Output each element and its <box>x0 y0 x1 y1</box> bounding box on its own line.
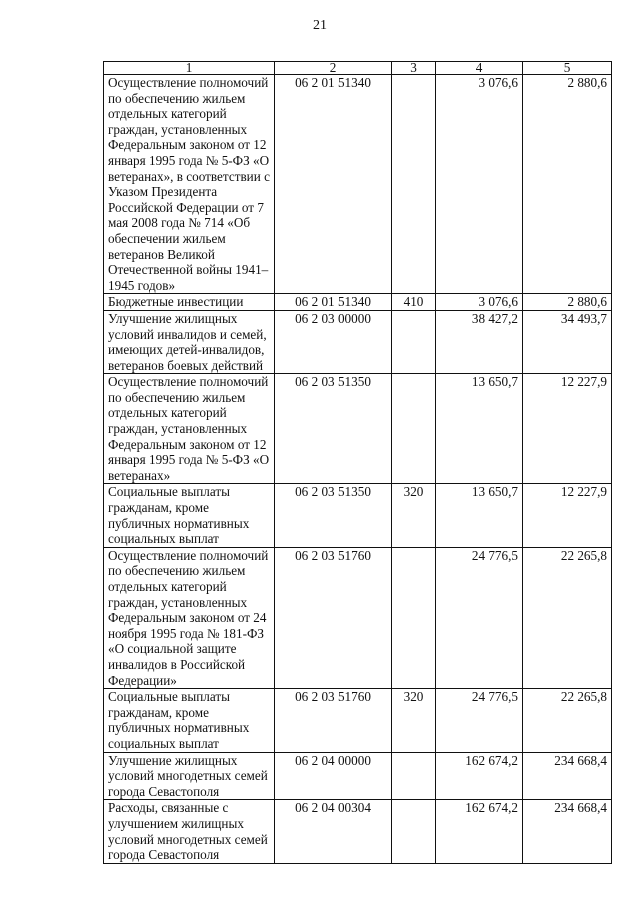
table-row <box>104 547 612 688</box>
row-value-col5: 2 880,6 <box>523 75 612 294</box>
row-name: Осуществление полномочий по обеспечению жильем отдельных категорий граждан, установленных Федеральным законом от 24 ноября 1995 года № 181-ФЗ «О социальной защите инвалидов в Российской Федерации» <box>104 547 275 688</box>
row-value-col4: 24 776,5 <box>436 689 523 752</box>
row-type <box>392 800 436 863</box>
row-type <box>392 752 436 800</box>
row-type <box>392 310 436 373</box>
header-col-4: 4 <box>436 62 523 75</box>
table-header-row <box>104 62 612 75</box>
row-value-col5: 12 227,9 <box>523 484 612 547</box>
table-row <box>104 294 612 311</box>
row-name: Улучшение жилищных условий инвалидов и семей, имеющих детей-инвалидов, ветеранов боевых действий <box>104 310 275 373</box>
row-code: 06 2 03 00000 <box>275 310 392 373</box>
row-value-col5: 234 668,4 <box>523 752 612 800</box>
row-value-col4: 24 776,5 <box>436 547 523 688</box>
table-row <box>104 75 612 294</box>
row-value-col4: 162 674,2 <box>436 800 523 863</box>
table-row <box>104 800 612 863</box>
row-value-col4: 3 076,6 <box>436 294 523 311</box>
row-name: Осуществление полномочий по обеспечению жильем отдельных категорий граждан, установленных Федеральным законом от 12 января 1995 года № 5-ФЗ «О ветеранах» <box>104 374 275 484</box>
header-col-5: 5 <box>523 62 612 75</box>
header-col-1: 1 <box>104 62 275 75</box>
row-name: Бюджетные инвестиции <box>104 294 275 311</box>
page-number: 21 <box>313 18 327 33</box>
row-code: 06 2 04 00000 <box>275 752 392 800</box>
budget-table <box>103 61 612 864</box>
header-col-3: 3 <box>392 62 436 75</box>
row-value-col5: 34 493,7 <box>523 310 612 373</box>
row-type <box>392 374 436 484</box>
table-row <box>104 752 612 800</box>
row-type <box>392 75 436 294</box>
table-row <box>104 374 612 484</box>
row-name: Осуществление полномочий по обеспечению жильем отдельных категорий граждан, установленных Федеральным законом от 12 января 1995 года № 5-ФЗ «О ветеранах», в соответствии с Указом Президента Российской Федерации от 7 мая 2008 года № 714 «Об обеспечении жильем ветеранов Великой Отечественной войны 1941–1945 годов» <box>104 75 275 294</box>
table-row <box>104 310 612 373</box>
row-value-col4: 13 650,7 <box>436 484 523 547</box>
row-code: 06 2 03 51350 <box>275 374 392 484</box>
row-code: 06 2 01 51340 <box>275 75 392 294</box>
row-value-col4: 13 650,7 <box>436 374 523 484</box>
row-type: 320 <box>392 689 436 752</box>
row-type: 320 <box>392 484 436 547</box>
header-col-2: 2 <box>275 62 392 75</box>
row-value-col4: 3 076,6 <box>436 75 523 294</box>
row-code: 06 2 03 51760 <box>275 547 392 688</box>
row-value-col4: 38 427,2 <box>436 310 523 373</box>
row-value-col5: 234 668,4 <box>523 800 612 863</box>
row-code: 06 2 03 51760 <box>275 689 392 752</box>
row-code: 06 2 03 51350 <box>275 484 392 547</box>
row-type: 410 <box>392 294 436 311</box>
row-value-col5: 22 265,8 <box>523 689 612 752</box>
row-name: Улучшение жилищных условий многодетных семей города Севастополя <box>104 752 275 800</box>
row-name: Расходы, связанные с улучшением жилищных условий многодетных семей города Севастополя <box>104 800 275 863</box>
row-name: Социальные выплаты гражданам, кроме публичных нормативных социальных выплат <box>104 689 275 752</box>
row-name: Социальные выплаты гражданам, кроме публичных нормативных социальных выплат <box>104 484 275 547</box>
table-row <box>104 484 612 547</box>
row-type <box>392 547 436 688</box>
row-value-col5: 22 265,8 <box>523 547 612 688</box>
row-code: 06 2 01 51340 <box>275 294 392 311</box>
row-code: 06 2 04 00304 <box>275 800 392 863</box>
row-value-col4: 162 674,2 <box>436 752 523 800</box>
table-row <box>104 689 612 752</box>
row-value-col5: 2 880,6 <box>523 294 612 311</box>
row-value-col5: 12 227,9 <box>523 374 612 484</box>
